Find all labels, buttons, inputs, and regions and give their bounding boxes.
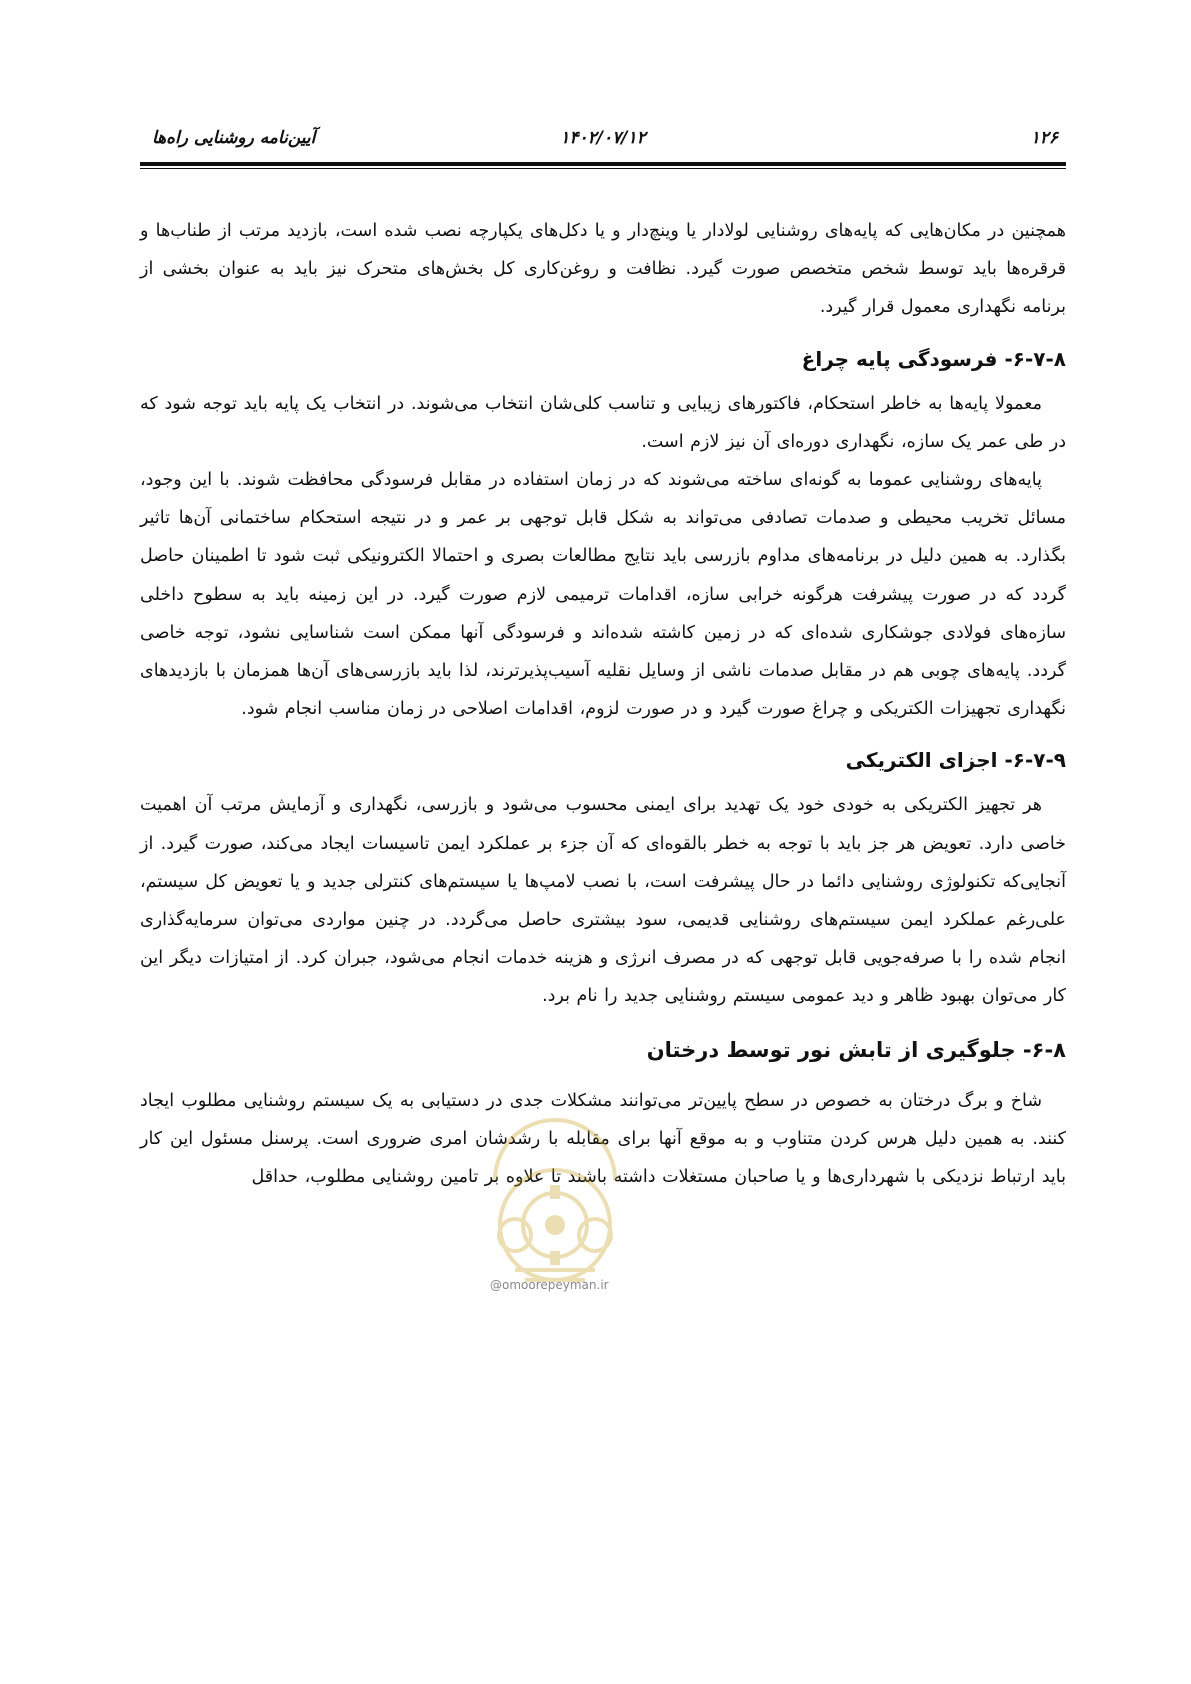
header-rule-thin <box>140 168 1066 169</box>
page-header <box>140 122 1066 162</box>
paragraph-3: پایه‌های روشنایی عموما به گونه‌ای ساخته می‌شوند که در زمان استفاده در مقابل فرسودگی محافظت شوند. با این وجود، مسائل تخریب محیطی و صدمات تصادفی می‌تواند به شکل قابل توجهی بر عمر و در نتیجه استحکام ساختمانی آن‌ها تاثیر بگذارد. به همین دلیل در برنامه‌های مداوم بازرسی باید نتایج مطالعات بصری و احتمالا الکترونیکی ثبت شود تا اطمینان حاصل گردد که در صورت پیشرفت هرگونه خرابی سازه، اقدامات ترمیمی لازم صورت گیرد. در این زمینه باید به سطوح داخلی سازه‌های فولادی جوشکاری شده‌ای که در زمین کاشته شده‌اند و فرسودگی آنها ممکن است شناسایی نشود، توجه خاصی گردد. پایه‌های چوبی هم در مقابل صدمات ناشی از وسایل نقلیه آسیب‌پذیرترند، لذا باید بازرسی‌های آن‌ها همزمان با بازدیدهای نگهداری تجهیزات الکتریکی و چراغ صورت گیرد و در صورت لزوم، اقدامات اصلاحی در زمان مناسب انجام شود. <box>140 470 1066 720</box>
section-heading-6-7-9: ۶-۷-۹- اجزای الکتریکی <box>845 748 1066 773</box>
paragraph-5: شاخ و برگ درختان به خصوص در سطح پایین‌تر می‌توانند مشکلات جدی در دستیابی به یک سیستم روشنایی مطلوب ایجاد کنند. به همین دلیل هرس کردن متناوب و به موقع آنها برای مقابله با رشدشان امری ضروری است. پرسنل مسئول این کار باید ارتباط نزدیکی با شهرداری‌ها و یا صاحبان مستغلات داشته باشند تا علاوه بر تامین روشنایی مطلوب، حداقل <box>140 1090 1066 1188</box>
header-title: آیین‌نامه روشنایی راه‌ها <box>152 128 316 148</box>
section-heading-6-7-8: ۶-۷-۸- فرسودگی پایه چراغ <box>801 346 1066 371</box>
watermark-text: @omoorepeyman.ir <box>490 1278 609 1292</box>
paragraph-2: معمولا پایه‌ها به خاطر استحکام، فاکتورهای زیبایی و تناسب کلی‌شان انتخاب می‌شوند. در انتخاب یک پایه باید توجه شود که در طی عمر یک سازه، نگهداری دوره‌ای آن نیز لازم است. <box>140 393 1066 452</box>
page-number: ۱۲۶ <box>1030 128 1058 148</box>
paragraph-4: هر تجهیز الکتریکی به خودی خود یک تهدید برای ایمنی محسوب می‌شود و بازرسی، نگهداری و آزمایش مرتب آن اهمیت خاصی دارد. تعویض هر جز باید با توجه به خطر بالقوه‌ای که آن جزء بر عملکرد ایمن تاسیسات ایجاد می‌کند، صورت گیرد. از آنجایی‌که تکنولوژی روشنایی دائما در حال پیشرفت است، با نصب لامپ‌ها یا سیستم‌های کنترلی جدید و یا تعویض کل سیستم، علی‌رغم عملکرد ایمن سیستم‌های روشنایی قدیمی، سود بیشتری حاصل می‌گردد. در چنین مواردی می‌توان سرمایه‌گذاری انجام شده را با صرفه‌جویی قابل توجهی که در مصرف انرژی و هزینه خدمات انجام می‌شود، جبران کرد. از امتیازات دیگر این کار می‌توان بهبود ظاهر و دید عمومی سیستم روشنایی جدید را نام برد. <box>140 795 1066 1007</box>
header-rule-thick <box>140 162 1066 166</box>
paragraph-1: همچنین در مکان‌هایی که پایه‌های روشنایی لولادار یا وینچ‌دار و یا دکل‌های یکپارچه نصب شده است، بازدید مرتب از طناب‌ها و قرقره‌ها باید توسط شخص متخصص صورت گیرد. نظافت و روغن‌کاری کل بخش‌های متحرک نیز باید به عنوان بخشی از برنامه نگهداری معمول قرار گیرد. <box>140 221 1066 318</box>
header-date: ۱۴۰۲/۰۷/۱۲ <box>560 128 646 148</box>
page-content <box>140 212 1066 1196</box>
section-heading-6-8: ۶-۸- جلوگیری از تابش نور توسط درختان <box>646 1037 1066 1062</box>
